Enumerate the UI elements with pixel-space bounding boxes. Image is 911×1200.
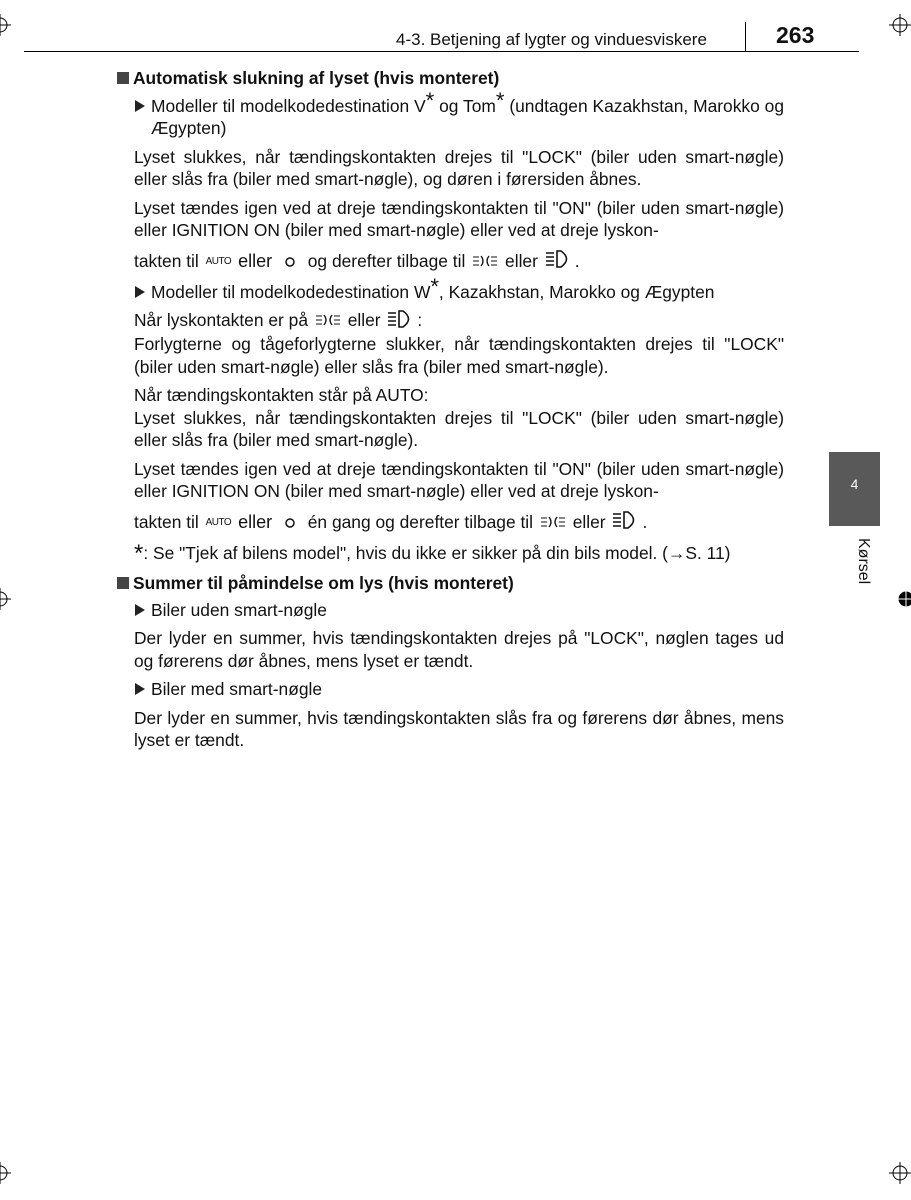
main-content [117,67,784,758]
heading-square-icon [117,72,129,84]
paragraph: Når tændingskontakten står på AUTO: [134,385,429,406]
paragraph: Når lyskontakten er på eller : [134,309,784,333]
asterisk-icon: * [425,87,435,113]
chapter-number: 4 [850,476,859,492]
section-heading: Automatisk slukning af lyset (hvis monteret) [117,67,784,90]
headlight-icon [545,250,573,274]
auto-light-icon: AUTO [205,516,232,528]
footnote: *: Se "Tjek af bilens model", hvis du ikke er sikker på din bils model. (→S. 11) [134,539,731,567]
header-rule [24,51,859,52]
asterisk-icon: * [134,539,144,567]
list-item: Biler uden smart-nøgle [135,599,784,622]
parking-light-icon [540,512,566,535]
list-item: Modeller til modelkodedestination V* og Tom* (undtagen Kazakhstan, Marokko og Ægypten) [135,94,784,140]
chapter-tab [829,452,880,526]
triangle-bullet-icon [135,100,145,112]
list-item: Biler med smart-nøgle [135,678,784,701]
section-title: 4-3. Betjening af lygter og vinduesviskere [396,30,707,49]
off-circle-icon [279,512,301,535]
paragraph: takten til AUTO eller og derefter tilbage til eller . [134,250,784,274]
triangle-bullet-icon [135,604,145,616]
parking-light-icon [315,310,341,333]
paragraph: takten til AUTO eller én gang og derefter tilbage til eller . [134,511,784,535]
crop-mark-icon [0,1162,11,1184]
paragraph: Der lyder en summer, hvis tændingskontakten slås fra og førerens dør åbnes, mens lyset er tændt. [134,707,784,751]
auto-light-icon: AUTO [205,255,232,267]
paragraph: Lyset slukkes, når tændingskontakten drejes til "LOCK" (biler uden smart-nøgle) eller slås fra (biler med smart-nøgle). [134,407,784,451]
paragraph: Lyset slukkes, når tændingskontakten drejes til "LOCK" (biler uden smart-nøgle) eller slås fra (biler med smart-nøgle), og døren i førersiden åbnes. [134,146,784,189]
asterisk-icon: * [430,273,439,299]
asterisk-icon: * [495,87,505,113]
page-header [0,0,911,52]
headlight-icon [612,511,640,535]
paragraph: Lyset tændes igen ved at dreje tændingskontakten til "ON" (biler uden smart-nøgle) eller IGNITION ON (biler med smart-nøgle) eller ved at dreje lyskon- [134,458,784,502]
heading-square-icon [117,577,129,589]
crop-mark-icon [895,588,911,610]
headlight-icon [387,310,415,334]
triangle-bullet-icon [135,683,145,695]
header-divider [745,22,746,52]
paragraph: Der lyder en summer, hvis tændingskontakten drejes på "LOCK", nøglen tages ud og førerens dør åbnes, mens lyset er tændt. [134,628,784,671]
parking-light-icon [472,251,498,274]
page-number: 263 [776,22,815,48]
crop-mark-icon [889,1162,911,1184]
section-heading: Summer til påmindelse om lys (hvis monteret) [117,572,784,595]
off-circle-icon [279,251,301,274]
crop-mark-icon [0,588,11,610]
triangle-bullet-icon [135,286,145,298]
paragraph: Lyset tændes igen ved at dreje tændingskontakten til "ON" (biler uden smart-nøgle) eller IGNITION ON (biler med smart-nøgle) eller ved at dreje lyskon- [134,197,784,240]
chapter-label: Kørsel [855,538,872,585]
paragraph: Forlygterne og tågeforlygterne slukker, når tændingskontakten drejes til "LOCK" (biler uden smart-nøgle) eller slås fra (biler med smart-nøgle). [134,334,784,377]
list-item: Modeller til modelkodedestination W*, Kazakhstan, Marokko og Ægypten [135,280,784,304]
